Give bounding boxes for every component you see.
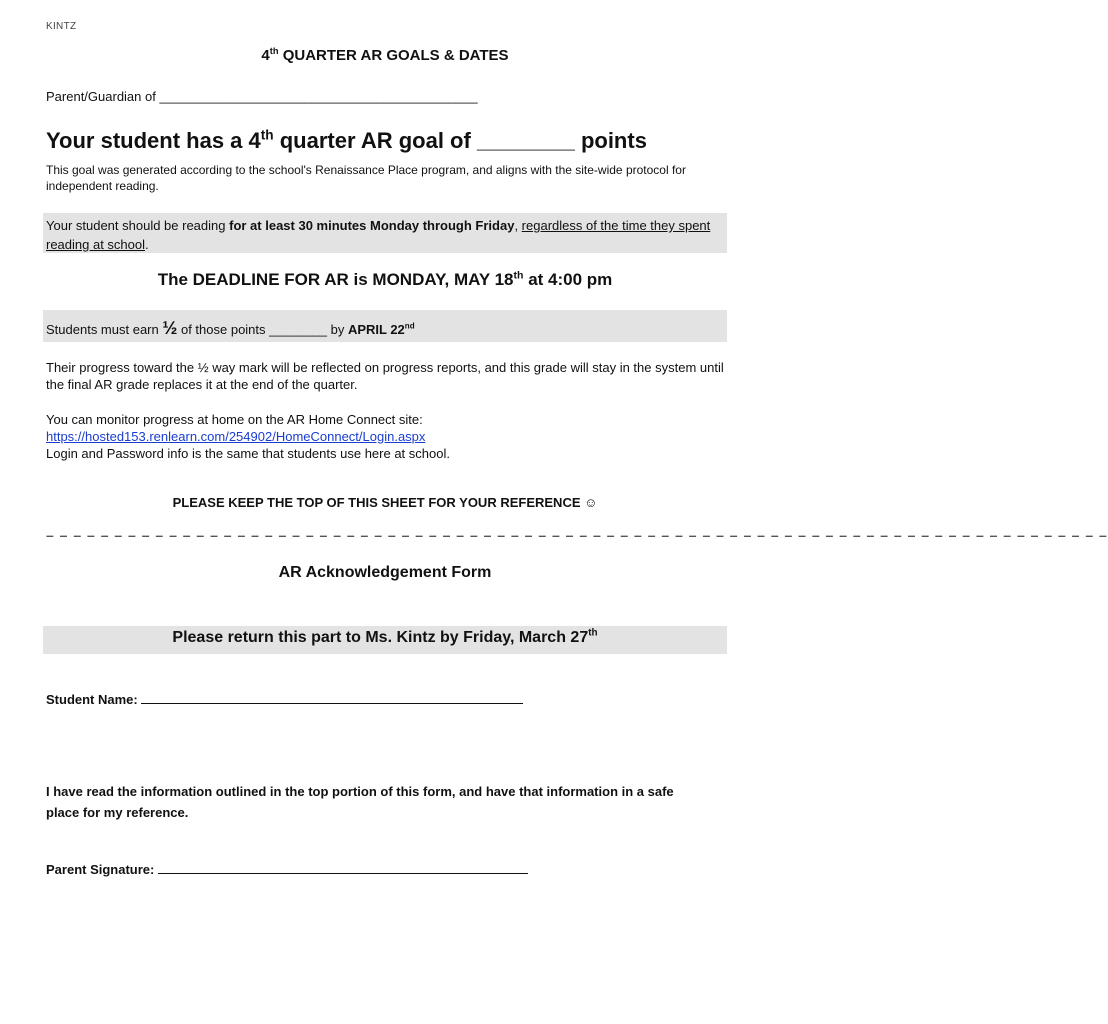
parent-signature-field[interactable] bbox=[46, 862, 528, 877]
deadline-heading bbox=[0, 270, 770, 290]
goal-blank: ________ bbox=[476, 128, 575, 153]
student-name-line[interactable] bbox=[141, 702, 523, 704]
return-instruction bbox=[0, 629, 770, 647]
login-info: Login and Password info is the same that students use here at school. bbox=[46, 446, 450, 461]
teacher-name: KINTZ bbox=[46, 21, 77, 32]
goal-sup: th bbox=[260, 127, 274, 143]
parent-guardian-label: Parent/Guardian of bbox=[46, 89, 160, 104]
parent-signature-line[interactable] bbox=[158, 872, 528, 874]
return-text: Please return this part to Ms. Kintz by Friday, March 27 bbox=[172, 629, 589, 646]
keep-notice: PLEASE KEEP THE TOP OF THIS SHEET FOR YOUR REFERENCE ☺ bbox=[172, 495, 598, 510]
monitor-section bbox=[46, 411, 726, 462]
half-fraction: ½ bbox=[162, 318, 178, 338]
half-goal-by: by bbox=[326, 322, 348, 337]
monitor-intro: You can monitor progress at home on the AR Home Connect site: bbox=[46, 412, 423, 427]
student-name-field[interactable] bbox=[46, 692, 523, 707]
progress-text: Their progress toward the ½ way mark will be reflected on progress reports, and this grade will stay in the system until the final AR grade replaces it at the end of the quarter. bbox=[46, 360, 724, 392]
reading-lead: Your student should be reading bbox=[46, 218, 230, 233]
acknowledgement-statement: I have read the information outlined in the top portion of this form, and have that information in a safe place for my reference. bbox=[46, 784, 674, 820]
reading-underlined: regardless of the time they spent reading at school bbox=[46, 218, 711, 252]
reading-comma: , bbox=[514, 218, 522, 233]
form-title: AR Acknowledgement Form bbox=[278, 564, 492, 581]
half-goal-date: APRIL 22 bbox=[347, 322, 405, 337]
page-title bbox=[0, 47, 770, 64]
half-goal-line bbox=[46, 318, 415, 339]
home-connect-link[interactable]: https://hosted153.renlearn.com/254902/HomeConnect/Login.aspx bbox=[46, 429, 426, 444]
title-text: QUARTER AR GOALS & DATES bbox=[278, 47, 509, 64]
parent-guardian-blank: ____________________________________________ bbox=[159, 89, 478, 104]
goal-heading bbox=[46, 128, 647, 154]
generated-text: This goal was generated according to the school's Renaissance Place program, and aligns with the site-wide protocol for independent reading. bbox=[46, 163, 686, 193]
half-goal-blank: ________ bbox=[269, 322, 327, 337]
parent-signature-label: Parent Signature: bbox=[46, 862, 158, 877]
deadline-suffix: at 4:00 pm bbox=[523, 270, 613, 289]
goal-suffix: points bbox=[574, 128, 647, 153]
half-goal-middle: of those points bbox=[177, 322, 270, 337]
half-goal-sup: nd bbox=[404, 321, 415, 331]
student-name-label: Student Name: bbox=[46, 692, 142, 707]
goal-prefix: Your student has a 4 bbox=[46, 128, 261, 153]
title-number: 4 bbox=[261, 47, 270, 64]
reading-end: . bbox=[145, 237, 149, 252]
reading-bold: for at least 30 minutes Monday through Friday bbox=[229, 218, 515, 233]
return-sup: th bbox=[588, 627, 598, 639]
parent-guardian-line bbox=[46, 89, 478, 104]
reading-requirement bbox=[46, 216, 726, 254]
deadline-prefix: The DEADLINE FOR AR is MONDAY, MAY 18 bbox=[157, 270, 514, 289]
goal-middle: quarter AR goal of bbox=[273, 128, 477, 153]
cut-divider: – – – – – – – – – – – – – – – – – – – – – – – – – – – – – – – – – – – – – – – – – – – – – – – – – – – – – – – – – – – – – – – – – – – – – – – – – – – – – – bbox=[46, 527, 1108, 543]
half-goal-lead: Students must earn bbox=[46, 322, 163, 337]
deadline-sup: th bbox=[513, 269, 524, 282]
title-sup: th bbox=[269, 46, 279, 56]
